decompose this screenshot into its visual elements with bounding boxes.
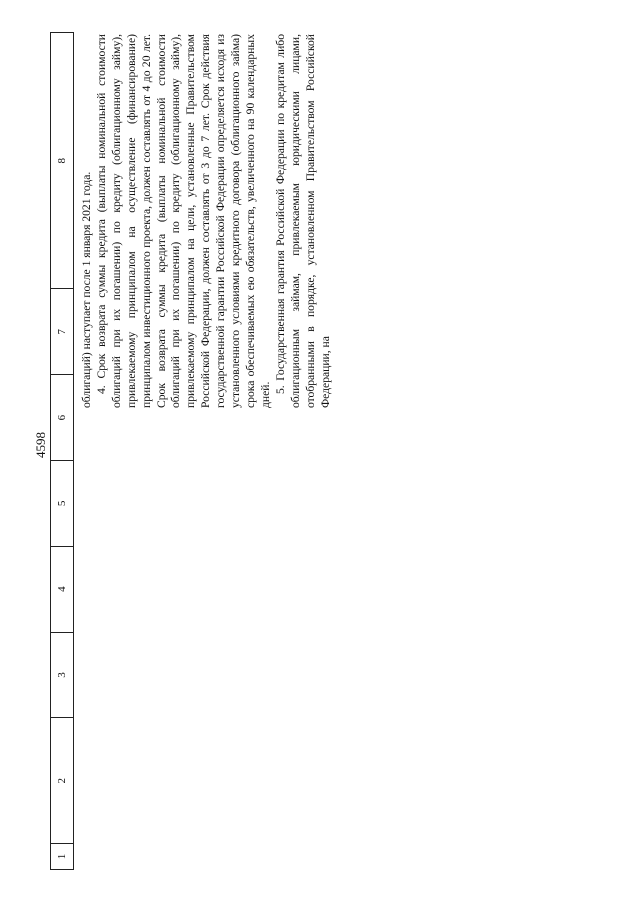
column-header-6: 6 (51, 374, 73, 460)
column-header-5: 5 (51, 460, 73, 546)
page-number: 4598 (33, 432, 48, 458)
table-header-row (50, 32, 74, 870)
paragraph-item-4: 4. Срок возврата суммы кредита (выплаты номинальной стоимости облигаций при их погашении) по кредиту (облигационному займу), привлекаемому принципалом на осуществление (финансирование) принципалом инвестиционного проекта, должен составлять от 4 до 20 лет. Срок возврата суммы кредита (выплаты номинальной стоимости облигаций при их погашении) по кредиту (облигационному займу), привлекаемому принципалом на цели, установленные Правительством Российской Федерации, должен составлять от 3 до 7 лет. Срок действия государственной гарантии Российской Федерации определяется исходя из установленного условиями кредитного договора (облигационного займа) срока обеспечиваемых ею обязательств, увеличенного на 90 календарных дней. (94, 34, 272, 408)
column-header-1: 1 (51, 843, 73, 869)
rotated-table (50, 30, 630, 870)
column-header-4: 4 (51, 546, 73, 632)
paragraph-continuation: облигаций) наступает после 1 января 2021 года. (80, 171, 93, 408)
column-header-8: 8 (56, 157, 68, 164)
column-8-content (80, 34, 333, 408)
paragraph-item-5: 5. Государственная гарантия Российской Федерации по кредитам либо облигационным займам, привлекаемым юридическими лицами, отобранными в порядке, установленном Правительством Российской Федерации, на (273, 34, 332, 408)
column-header-2: 2 (51, 717, 73, 843)
column-header-3: 3 (51, 632, 73, 718)
column-header-7: 7 (51, 288, 73, 374)
